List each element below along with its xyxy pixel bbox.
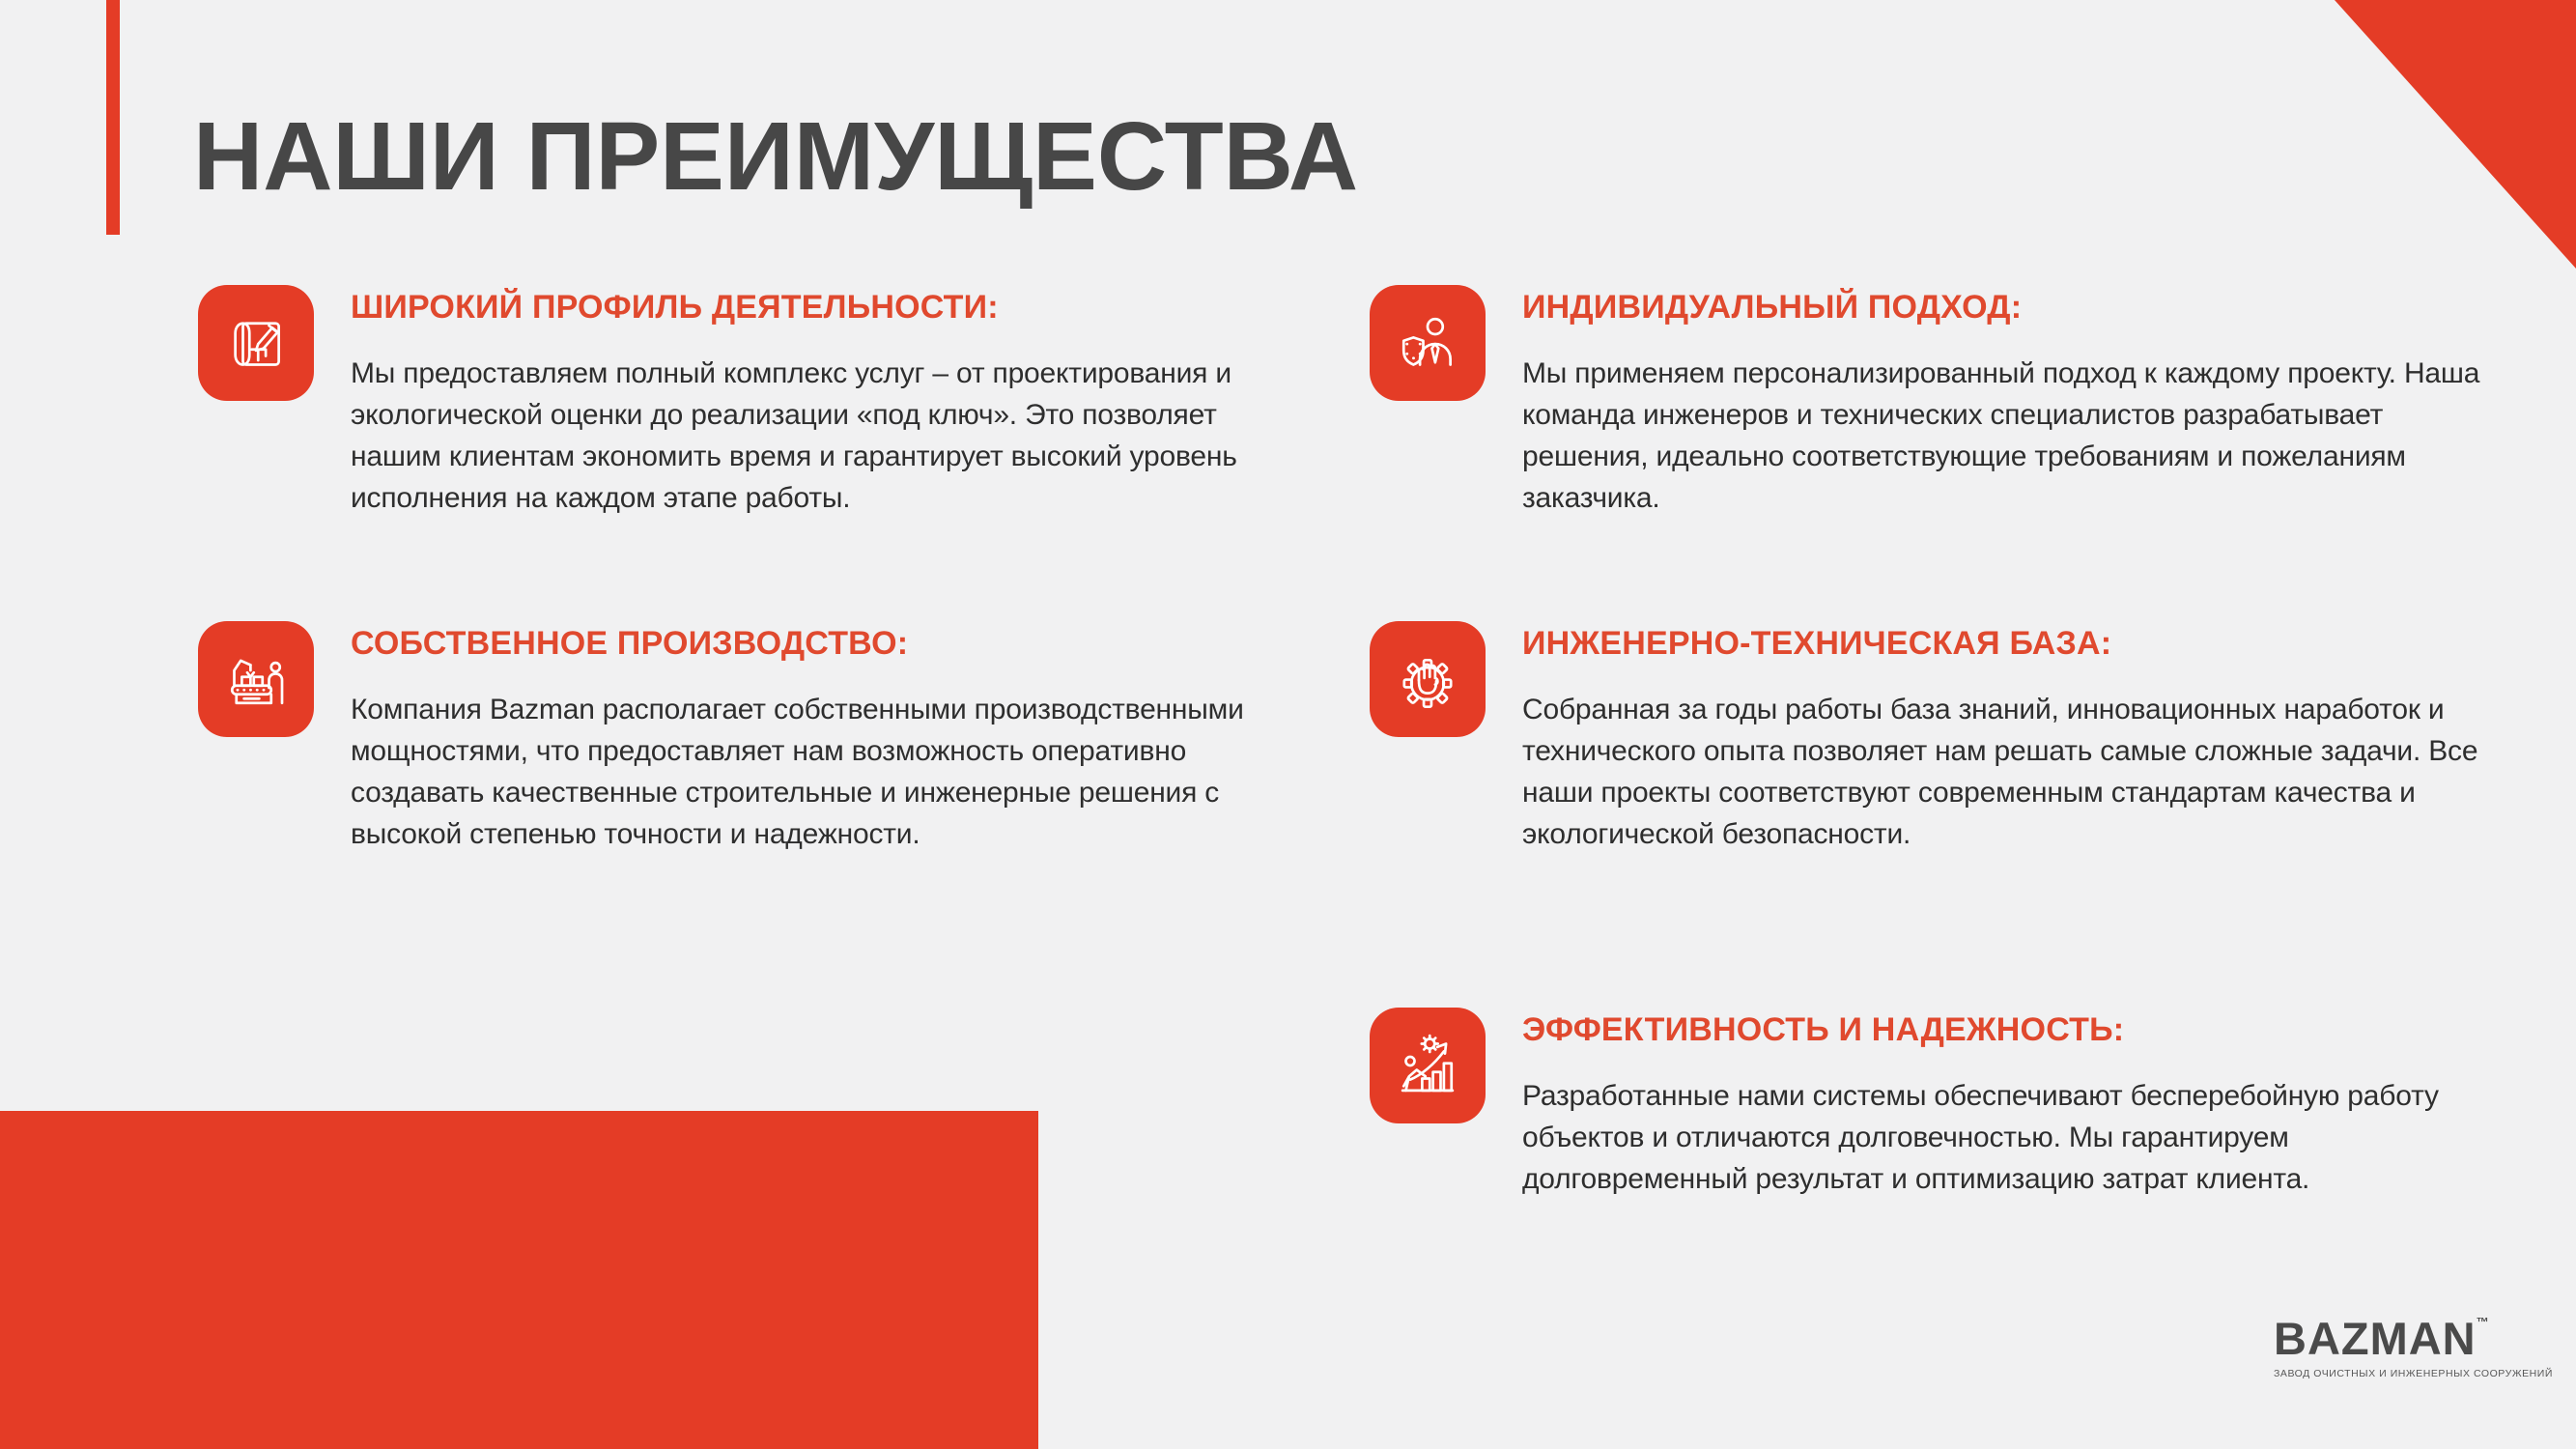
trademark-symbol: ™ — [2476, 1315, 2490, 1329]
blueprint-pencil-icon — [198, 285, 314, 401]
advantage-heading: ИНДИВИДУАЛЬНЫЙ ПОДХОД: — [1522, 289, 2023, 326]
advantage-block-individual-approach — [1370, 285, 2492, 519]
logo-wordmark — [2274, 1313, 2505, 1364]
advantage-heading: ИНЖЕНЕРНО-ТЕХНИЧЕСКАЯ БАЗА: — [1522, 625, 2112, 662]
bazman-logo — [2274, 1313, 2553, 1379]
advantage-body: Компания Bazman располагает собственными производственными мощностями, что предоставляет нам возможность оперативно создавать качественные строительные и инженерные решения с высокой степенью точности и надежности. — [351, 694, 1244, 850]
advantage-body: Разработанные нами системы обеспечивают бесперебойную работу объектов и отличаются долговечностью. Мы гарантируем долговременный результат и оптимизацию затрат клиента. — [1522, 1080, 2439, 1195]
advantage-body: Мы предоставляем полный комплекс услуг – от проектирования и экологической оценки до реализации «под ключ». Это позволяет нашим клиентам экономить время и гарантирует высокий уровень исполнения на каждом этапе работы. — [351, 357, 1237, 514]
advantage-text — [351, 285, 1285, 519]
advantage-block-engineering-base — [1370, 621, 2492, 855]
advantage-block-wide-profile — [198, 285, 1285, 519]
advantage-heading: ШИРОКИЙ ПРОФИЛЬ ДЕЯТЕЛЬНОСТИ: — [351, 289, 999, 326]
advantage-block-efficiency — [1370, 1008, 2492, 1200]
advantage-body: Мы применяем персонализированный подход к каждому проекту. Наша команда инженеров и технических специалистов разрабатывает решения, идеально соответствующие требованиям и пожеланиям заказчика. — [1522, 357, 2480, 514]
advantage-body: Собранная за годы работы база знаний, инновационных наработок и технического опыта позволяет нам решать самые сложные задачи. Все наши проекты соответствуют современным стандартам качества и экологической безопасности. — [1522, 694, 2478, 850]
factory-production-icon — [198, 621, 314, 737]
advantage-block-own-production — [198, 621, 1285, 855]
corner-triangle-decoration — [2335, 0, 2576, 269]
person-shield-icon — [1370, 285, 1486, 401]
bottom-accent-rectangle — [0, 1111, 1038, 1449]
advantage-text — [1522, 1008, 2492, 1200]
title-accent-bar — [106, 0, 120, 235]
advantage-text — [1522, 621, 2492, 855]
growth-chart-icon — [1370, 1008, 1486, 1123]
advantage-text — [1522, 285, 2492, 519]
advantage-text — [351, 621, 1285, 855]
advantage-heading: СОБСТВЕННОЕ ПРОИЗВОДСТВО: — [351, 625, 909, 662]
logo-tagline: ЗАВОД ОЧИСТНЫХ И ИНЖЕНЕРНЫХ СООРУЖЕНИЙ — [2274, 1368, 2553, 1379]
page-title: НАШИ ПРЕИМУЩЕСТВА — [193, 102, 1359, 211]
gear-fist-icon — [1370, 621, 1486, 737]
logo-name: BAZMAN — [2274, 1313, 2477, 1364]
advantage-heading: ЭФФЕКТИВНОСТЬ И НАДЕЖНОСТЬ: — [1522, 1011, 2125, 1048]
